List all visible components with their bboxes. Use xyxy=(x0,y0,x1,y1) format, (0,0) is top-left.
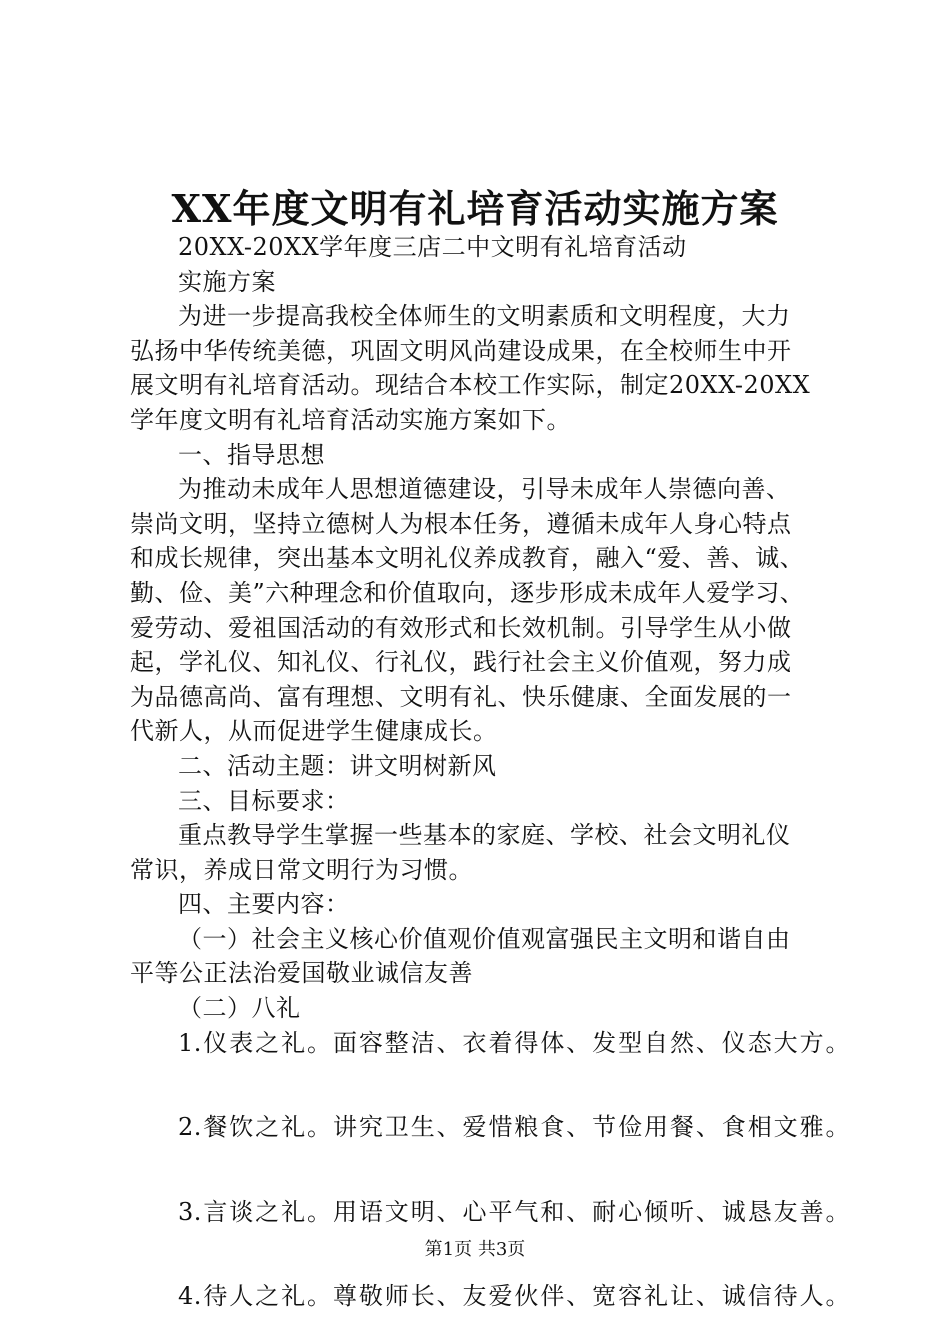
guiding-paragraph-line: 爱劳动、爱祖国活动的有效形式和长效机制。引导学生从小做 xyxy=(130,613,792,642)
guiding-paragraph-line: 崇尚文明，坚持立德树人为根本任务，遵循未成年人身心特点 xyxy=(130,509,792,538)
subtitle-line-1: 20XX-20XX学年度三店二中文明有礼培育活动 xyxy=(178,233,687,261)
etiquette-rule-4: 4.待人之礼。尊敬师长、友爱伙伴、宽容礼让、诚信待人。 xyxy=(178,1282,850,1311)
intro-paragraph-line: 弘扬中华传统美德，巩固文明风尚建设成果，在全校师生中开 xyxy=(130,336,792,365)
section-heading-content: 四、主要内容： xyxy=(178,890,350,919)
spacer xyxy=(130,1145,850,1195)
section-heading-goals: 三、目标要求： xyxy=(178,786,350,815)
document-title: XX年度文明有礼培育活动实施方案 xyxy=(171,186,779,231)
guiding-paragraph-line: 勤、俭、美”六种理念和价值取向，逐步形成未成年人爱学习、 xyxy=(130,578,805,607)
guiding-paragraph-line: 为品德高尚、富有理想、文明有礼、快乐健康、全面发展的一 xyxy=(130,682,792,711)
intro-paragraph-line: 为进一步提高我校全体师生的文明素质和文明程度，大力 xyxy=(178,302,791,331)
document-body xyxy=(130,230,850,1314)
goals-paragraph-line: 重点教导学生掌握一些基本的家庭、学校、社会文明礼仪 xyxy=(178,821,791,850)
spacer xyxy=(130,1060,850,1110)
section-heading-theme: 二、活动主题：讲文明树新风 xyxy=(178,751,497,780)
etiquette-rule-3: 3.言谈之礼。用语文明、心平气和、耐心倾听、诚恳友善。 xyxy=(178,1197,850,1226)
guiding-paragraph-line: 和成长规律，突出基本文明礼仪养成教育，融入“爱、善、诚、 xyxy=(130,544,805,573)
page-number-footer: 第1页 共3页 xyxy=(424,1239,526,1260)
intro-paragraph-line: 学年度文明有礼培育活动实施方案如下。 xyxy=(130,405,571,434)
etiquette-rule-1: 1.仪表之礼。面容整洁、衣着得体、发型自然、仪态大方。 xyxy=(178,1028,850,1057)
guiding-paragraph-line: 代新人，从而促进学生健康成长。 xyxy=(130,717,498,746)
content-item-1-line: 平等公正法治爱国敬业诚信友善 xyxy=(130,959,473,988)
section-heading-guiding-thought: 一、指导思想 xyxy=(178,440,325,469)
subtitle-line-2: 实施方案 xyxy=(178,267,276,296)
etiquette-rule-2: 2.餐饮之礼。讲究卫生、爱惜粮食、节俭用餐、食相文雅。 xyxy=(178,1113,850,1142)
guiding-paragraph-line: 起，学礼仪、知礼仪、行礼仪，践行社会主义价值观，努力成 xyxy=(130,648,792,677)
intro-paragraph-line: 展文明有礼培育活动。现结合本校工作实际，制定20XX-20XX xyxy=(130,371,811,400)
content-item-2-heading: （二）八礼 xyxy=(178,994,301,1023)
guiding-paragraph-line: 为推动未成年人思想道德建设，引导未成年人崇德向善、 xyxy=(178,475,791,504)
content-item-1-line: （一）社会主义核心价值观价值观富强民主文明和谐自由 xyxy=(178,924,791,953)
goals-paragraph-line: 常识，养成日常文明行为习惯。 xyxy=(130,855,473,884)
